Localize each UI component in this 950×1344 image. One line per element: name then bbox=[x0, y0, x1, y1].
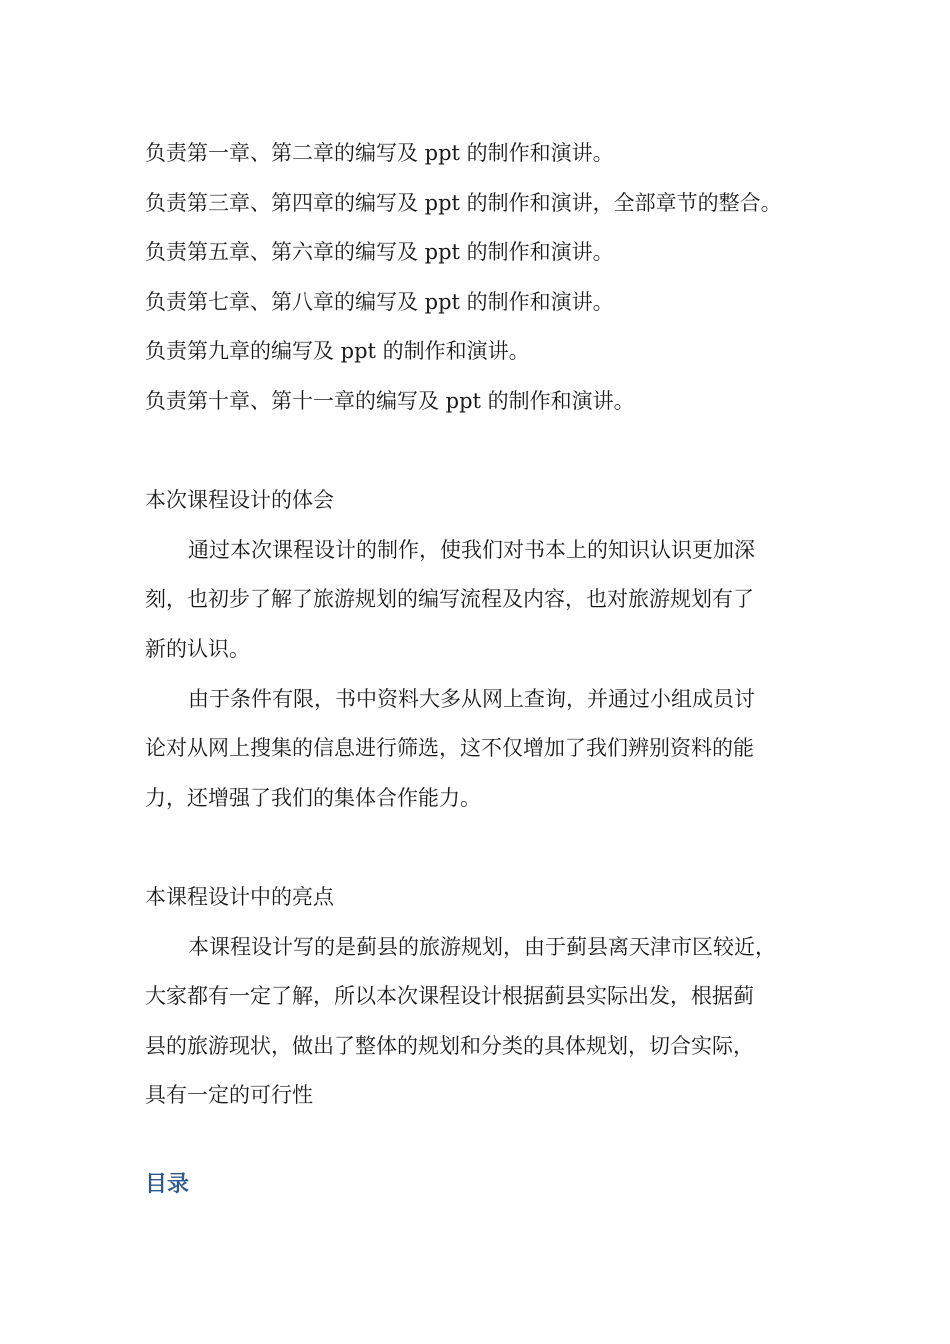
section-title-experience: 本次课程设计的体会 bbox=[145, 488, 334, 512]
highlights-line-3: 县的旅游现状，做出了整体的规划和分类的具体规划，切合实际， bbox=[145, 1034, 754, 1058]
responsibility-line-1: 负责第一章、第二章的编写及 ppt 的制作和演讲。 bbox=[145, 141, 614, 165]
experience-para1-line-2: 刻，也初步了解了旅游规划的编写流程及内容，也对旅游规划有了 bbox=[145, 587, 754, 611]
experience-para2-line-3: 力，还增强了我们的集体合作能力。 bbox=[145, 786, 481, 810]
responsibility-line-3: 负责第五章、第六章的编写及 ppt 的制作和演讲。 bbox=[145, 240, 614, 264]
section-title-highlights: 本课程设计中的亮点 bbox=[145, 885, 334, 909]
responsibility-line-6: 负责第十章、第十一章的编写及 ppt 的制作和演讲。 bbox=[145, 389, 635, 413]
toc-heading: 目录 bbox=[145, 1172, 190, 1197]
responsibility-line-5: 负责第九章的编写及 ppt 的制作和演讲。 bbox=[145, 339, 530, 363]
responsibility-line-2: 负责第三章、第四章的编写及 ppt 的制作和演讲，全部章节的整合。 bbox=[145, 191, 782, 215]
highlights-line-4: 具有一定的可行性 bbox=[145, 1083, 313, 1107]
experience-para1-line-3: 新的认识。 bbox=[145, 637, 250, 661]
highlights-line-1: 本课程设计写的是蓟县的旅游规划，由于蓟县离天津市区较近， bbox=[188, 935, 776, 959]
experience-para2-line-2: 论对从网上搜集的信息进行筛选，这不仅增加了我们辨别资料的能 bbox=[145, 736, 754, 760]
responsibility-line-4: 负责第七章、第八章的编写及 ppt 的制作和演讲。 bbox=[145, 290, 614, 314]
experience-para1-line-1: 通过本次课程设计的制作，使我们对书本上的知识认识更加深 bbox=[188, 538, 755, 562]
highlights-line-2: 大家都有一定了解，所以本次课程设计根据蓟县实际出发，根据蓟 bbox=[145, 984, 754, 1008]
experience-para2-line-1: 由于条件有限，书中资料大多从网上查询，并通过小组成员讨 bbox=[188, 687, 755, 711]
